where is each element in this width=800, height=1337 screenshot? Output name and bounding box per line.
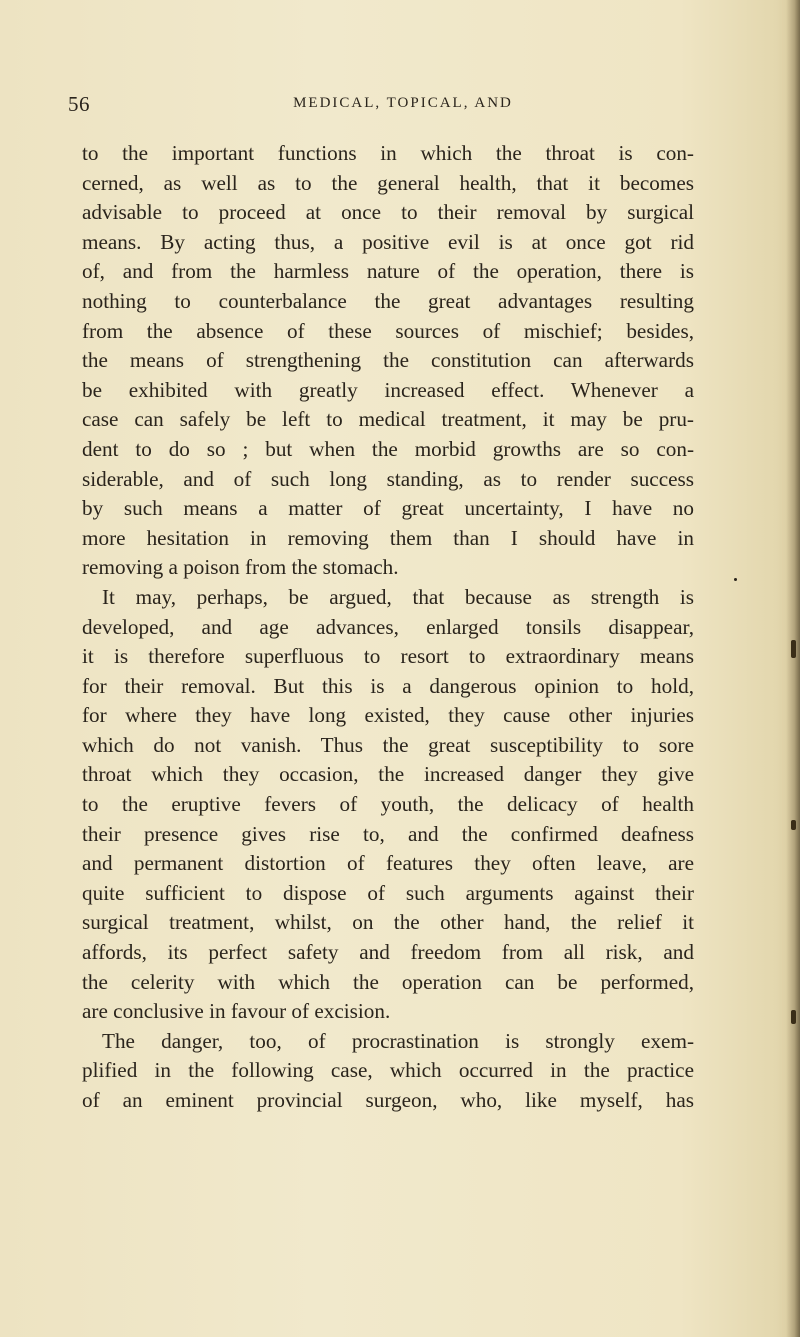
running-head: MEDICAL, TOPICAL, AND: [293, 95, 513, 111]
text-line: to the important functions in which the throat is con-: [82, 141, 694, 165]
paragraph-end-line: are conclusive in favour of excision.: [82, 999, 391, 1024]
edge-mark: [791, 1010, 796, 1024]
page-number: 56: [68, 92, 90, 116]
paragraph-end-line: removing a poison from the stomach.: [82, 555, 399, 580]
text-line: the celerity with which the operation can be performed,: [82, 969, 694, 994]
paragraph-start-line: The danger, too, of procrastination is strongly exem-: [102, 1028, 694, 1053]
text-line: case can safely be left to medical treatment, it may be pru-: [82, 407, 694, 432]
body-text: [82, 139, 694, 1116]
edge-mark: [791, 820, 796, 830]
text-line: by such means a matter of great uncertainty, I have no: [82, 496, 694, 521]
text-line: affords, its perfect safety and freedom from all risk, and: [82, 940, 694, 965]
edge-mark: [791, 640, 796, 658]
text-line: more hesitation in removing them than I should have in: [82, 525, 694, 550]
text-line: which do not vanish. Thus the great susceptibility to sore: [82, 732, 694, 757]
text-line: plified in the following case, which occurred in the practice: [82, 1058, 694, 1083]
text-line: surgical treatment, whilst, on the other hand, the relief it: [82, 910, 694, 935]
text-line: of, and from the harmless nature of the operation, there is: [82, 259, 694, 284]
text-line: it is therefore superfluous to resort to extraordinary means: [82, 644, 694, 669]
text-line: be exhibited with greatly increased effect. Whenever a: [82, 377, 694, 402]
text-line: siderable, and of such long standing, as to render success: [82, 466, 694, 491]
text-line: for where they have long existed, they cause other injuries: [82, 703, 694, 728]
text-line: means. By acting thus, a positive evil is at once got rid: [82, 229, 694, 254]
text-line: from the absence of these sources of mischief; besides,: [82, 318, 694, 343]
paragraph-start-line: It may, perhaps, be argued, that because as strength is: [102, 584, 694, 609]
text-line: of an eminent provincial surgeon, who, like myself, has: [82, 1088, 694, 1112]
text-line: advisable to proceed at once to their removal by surgical: [82, 200, 694, 225]
page-header: [68, 92, 708, 120]
page-edge-shadow: [786, 0, 800, 1337]
ink-speck: [734, 578, 737, 581]
text-line: developed, and age advances, enlarged tonsils disappear,: [82, 614, 694, 639]
text-line: the means of strengthening the constitution can afterwards: [82, 348, 694, 373]
text-line: throat which they occasion, the increased danger they give: [82, 762, 694, 787]
text-line: for their removal. But this is a dangerous opinion to hold,: [82, 673, 694, 698]
text-line: to the eruptive fevers of youth, the delicacy of health: [82, 792, 694, 817]
text-line: their presence gives rise to, and the confirmed deafness: [82, 821, 694, 846]
text-line: quite sufficient to dispose of such arguments against their: [82, 880, 694, 905]
text-line: cerned, as well as to the general health, that it becomes: [82, 170, 694, 195]
text-line: nothing to counterbalance the great advantages resulting: [82, 288, 694, 313]
text-line: and permanent distortion of features they often leave, are: [82, 851, 694, 876]
text-line: dent to do so ; but when the morbid growths are so con-: [82, 436, 694, 461]
